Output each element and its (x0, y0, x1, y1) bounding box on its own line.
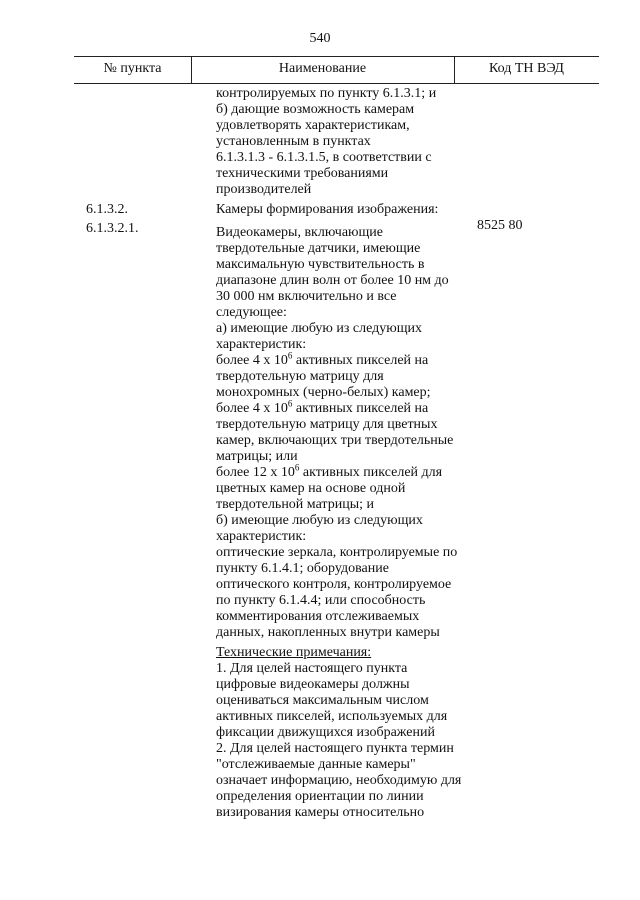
continuation-line: производителей (216, 182, 312, 197)
pixel-count-base: более 4 x 10 (216, 353, 288, 368)
item-title: Камеры формирования изображения: (216, 202, 439, 217)
header-code-column: Код ТН ВЭД (489, 61, 564, 76)
note-line: цифровые видеокамеры должны (216, 677, 410, 692)
pixel-count-rest: активных пикселей на (292, 401, 429, 416)
continuation-line: контролируемых по пункту 6.1.3.1; и (216, 86, 437, 101)
note-line: фиксации движущихся изображений (216, 725, 435, 740)
continuation-line: техническими требованиями (216, 166, 389, 181)
item-text-line: пункту 6.1.4.1; оборудование (216, 561, 389, 576)
table-header (74, 56, 599, 84)
item-text-line: твердотельную матрицу для цветных (216, 417, 438, 432)
item-text-line: 30 000 нм включительно и все (216, 289, 397, 304)
continuation-line: б) дающие возможность камерам (216, 102, 415, 117)
note-line: определения ориентации по линии (216, 789, 424, 804)
item-text-line: матрицы; или (216, 449, 298, 464)
header-number-column: № пункта (103, 61, 162, 76)
page-number: 540 (309, 31, 331, 46)
note-line: 2. Для целей настоящего пункта термин (216, 741, 454, 756)
note-line: визирования камеры относительно (216, 805, 425, 820)
pixel-count-exponent: 6 (287, 398, 293, 409)
item-text-line: характеристик: (216, 529, 307, 544)
item-text-line: оптические зеркала, контролируемые по (216, 545, 458, 560)
note-line: активных пикселей, используемых для (216, 709, 448, 724)
pixel-count-base: более 12 x 10 (216, 465, 295, 480)
continuation-line: установленным в пунктах (216, 134, 371, 149)
item-text-line: монохромных (черно-белых) камер; (216, 385, 431, 400)
item-number: 6.1.3.2.1. (86, 221, 139, 236)
item-text-line: комментирования отслеживаемых (216, 609, 420, 624)
pixel-count-exponent: 6 (287, 350, 293, 361)
technical-notes-title: Технические примечания: (216, 645, 372, 660)
item-text-line: оптического контроля, контролируемое (216, 577, 452, 592)
item-text-line: следующее: (216, 305, 287, 320)
item-text-line: твердотельные датчики, имеющие (216, 241, 421, 256)
item-text-line: диапазоне длин волн от более 10 нм до (216, 273, 449, 288)
note-line: означает информацию, необходимую для (216, 773, 462, 788)
item-text-line: камер, включающих три твердотельные (216, 433, 454, 448)
item-text-line: максимальную чувствительность в (216, 257, 425, 272)
note-line: 1. Для целей настоящего пункта (216, 661, 408, 676)
item-text-line: цветных камер на основе одной (216, 481, 406, 496)
item-text-line: Видеокамеры, включающие (216, 225, 383, 240)
continuation-line: удовлетворять характеристикам, (216, 118, 410, 133)
pixel-count-rest: активных пикселей для (299, 465, 443, 480)
header-name-column: Наименование (278, 61, 367, 76)
hs-code: 8525 80 (477, 218, 523, 233)
pixel-count-exponent: 6 (294, 462, 300, 473)
item-text-line: а) имеющие любую из следующих (216, 321, 422, 336)
item-text-line: твердотельную матрицу для (216, 369, 384, 384)
pixel-count-rest: активных пикселей на (292, 353, 429, 368)
continuation-line: 6.1.3.1.3 - 6.1.3.1.5, в соответствии с (216, 150, 432, 165)
pixel-count-line (216, 462, 443, 481)
item-text-line: характеристик: (216, 337, 307, 352)
item-text-line: по пункту 6.1.4.4; или способность (216, 593, 426, 608)
note-line: оцениваться максимальным числом (216, 693, 429, 708)
note-line: "отслеживаемые данные камеры" (216, 757, 416, 772)
item-number: 6.1.3.2. (86, 202, 128, 217)
item-text-line: твердотельной матрицы; и (216, 497, 374, 512)
pixel-count-base: более 4 x 10 (216, 401, 288, 416)
pixel-count-line (216, 350, 429, 369)
item-text-line: данных, накопленных внутри камеры (216, 625, 440, 640)
item-text-line: б) имеющие любую из следующих (216, 513, 423, 528)
pixel-count-line (216, 398, 429, 417)
